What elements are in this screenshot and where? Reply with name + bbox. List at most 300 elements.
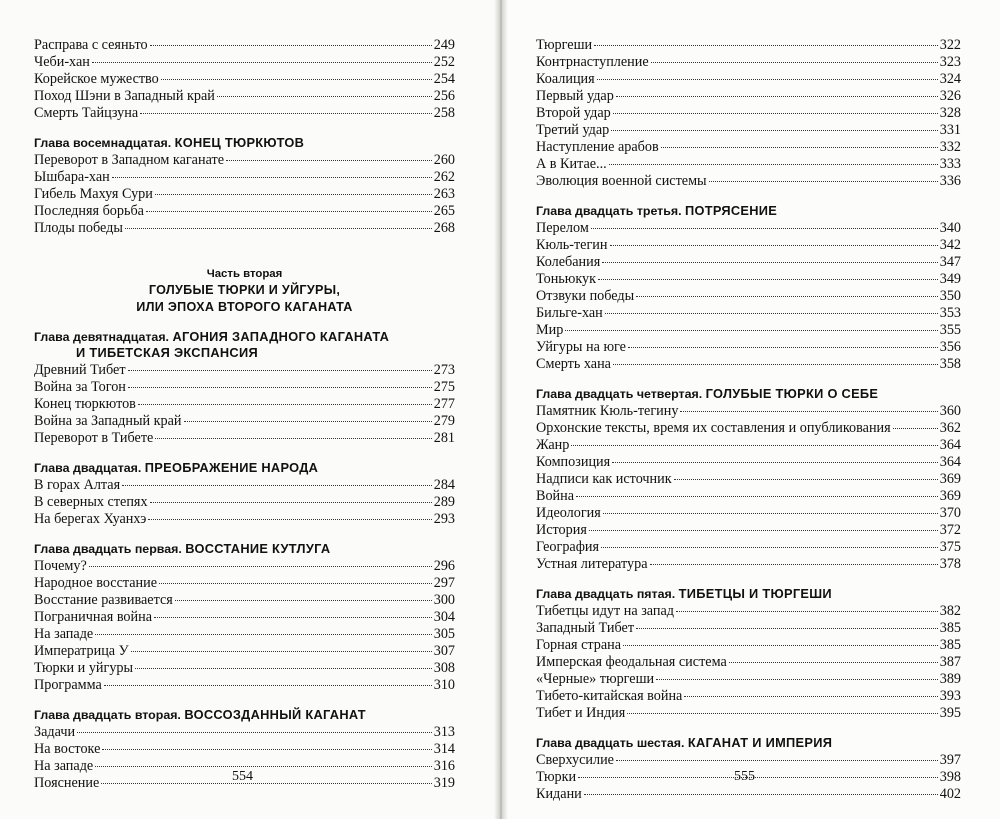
toc-page-number: 398 [939, 769, 961, 785]
toc-page-number: 387 [939, 654, 961, 670]
toc-entry [34, 379, 455, 396]
toc-page-number: 385 [939, 637, 961, 653]
chapter-title: КОНЕЦ ТЮРКЮТОВ [174, 135, 305, 150]
dot-leader [159, 582, 432, 584]
toc-entry [34, 413, 455, 430]
chapter-title-continued: И ТИБЕТСКАЯ ЭКСПАНСИЯ [76, 345, 258, 360]
toc-entry [536, 122, 961, 139]
toc-page-number: 284 [433, 477, 455, 493]
toc-page-number: 372 [939, 522, 961, 538]
dot-leader [684, 695, 937, 697]
toc-entry [536, 539, 961, 556]
toc-page-number: 300 [433, 592, 455, 608]
toc-entry [536, 454, 961, 471]
toc-entry-title: На востоке [34, 741, 101, 757]
dot-leader [656, 678, 938, 680]
toc-entry-title: Задачи [34, 724, 76, 740]
toc-entry-title: На западе [34, 626, 94, 642]
toc-entry-title: Конец тюркютов [34, 396, 136, 412]
chapter-label: Глава девятнадцатая. [34, 330, 169, 344]
chapter-heading [34, 707, 455, 723]
toc-entry [34, 677, 455, 694]
toc-page-number: 275 [433, 379, 455, 395]
toc-entry [34, 494, 455, 511]
toc-entry [536, 654, 961, 671]
toc-entry [34, 37, 455, 54]
dot-leader [102, 748, 431, 750]
toc-entry-title: На западе [34, 758, 94, 774]
chapter-title: ПОТРЯСЕНИЕ [685, 203, 778, 218]
dot-leader [584, 793, 938, 795]
toc-entry-title: Наступление арабов [536, 139, 659, 155]
toc-entry [536, 488, 961, 505]
dot-leader [651, 61, 938, 63]
toc-page-number: 395 [939, 705, 961, 721]
chapter-title: ГОЛУБЫЕ ТЮРКИ О СЕБЕ [705, 386, 879, 401]
toc-entry [536, 505, 961, 522]
toc-entry [34, 54, 455, 71]
toc-entry [34, 396, 455, 413]
dot-leader [674, 478, 938, 480]
toc-entry-title: Второй удар [536, 105, 611, 121]
dot-leader [893, 427, 938, 429]
toc-entry [34, 724, 455, 741]
toc-page-number: 331 [939, 122, 961, 138]
toc-entry-title: Бильге-хан [536, 305, 603, 321]
toc-entry-title: Западный Тибет [536, 620, 635, 636]
toc-entry-title: Почему? [34, 558, 87, 574]
toc-page-number: 378 [939, 556, 961, 572]
dot-leader [150, 501, 432, 503]
toc-entry [536, 173, 961, 190]
toc-entry-title: Устная литература [536, 556, 648, 572]
toc-entry [34, 558, 455, 575]
dot-leader [125, 227, 432, 229]
toc-page-number: 397 [939, 752, 961, 768]
toc-entry [536, 671, 961, 688]
dot-leader [95, 633, 432, 635]
toc-entry-title: «Черные» тюргеши [536, 671, 655, 687]
toc-entry-title: Древний Тибет [34, 362, 126, 378]
toc-page-number: 349 [939, 271, 961, 287]
toc-entry-title: Контрнаступление [536, 54, 649, 70]
toc-entry [34, 203, 455, 220]
toc-entry-title: География [536, 539, 600, 555]
toc-entry-title: Корейское мужество [34, 71, 159, 87]
chapter-label: Глава двадцать первая. [34, 542, 182, 556]
dot-leader [135, 667, 432, 669]
toc-page-number: 362 [939, 420, 961, 436]
toc-entry-title: Памятник Кюль-тегину [536, 403, 679, 419]
toc-entry-title: Колебания [536, 254, 601, 270]
toc-entry-title: Орхонские тексты, время их составления и опубликования [536, 420, 891, 436]
toc-entry-title: Тибето-китайская война [536, 688, 683, 704]
toc-entry-title: Надписи как источник [536, 471, 672, 487]
toc-page-number: 262 [433, 169, 455, 185]
toc-entry-title: Тоньюкук [536, 271, 597, 287]
toc-entry [536, 271, 961, 288]
toc-page-number: 254 [433, 71, 455, 87]
toc-page-number: 260 [433, 152, 455, 168]
toc-entry-title: Уйгуры на юге [536, 339, 626, 355]
dot-leader [146, 210, 432, 212]
dot-leader [155, 193, 432, 195]
right-toc-column [536, 37, 961, 803]
dot-leader [603, 512, 938, 514]
toc-entry [536, 220, 961, 237]
toc-page-number: 313 [433, 724, 455, 740]
dot-leader [148, 518, 431, 520]
chapter-label: Глава двадцать вторая. [34, 708, 181, 722]
toc-entry [536, 620, 961, 637]
toc-entry-title: Смерть хана [536, 356, 611, 372]
toc-entry-title: Поход Шэни в Западный край [34, 88, 215, 104]
chapter-label: Глава двадцать шестая. [536, 736, 685, 750]
toc-page-number: 307 [433, 643, 455, 659]
dot-leader [680, 410, 937, 412]
toc-entry [34, 152, 455, 169]
chapter-label: Глава двадцать четвертая. [536, 387, 703, 401]
toc-entry-title: Плоды победы [34, 220, 123, 236]
dot-leader [89, 565, 432, 567]
dot-leader [155, 437, 431, 439]
toc-entry [34, 741, 455, 758]
chapter-title: ВОССОЗДАННЫЙ КАГАНАТ [184, 707, 366, 722]
dot-leader [217, 95, 432, 97]
toc-page-number: 360 [939, 403, 961, 419]
toc-page-number: 305 [433, 626, 455, 642]
toc-page-number: 340 [939, 220, 961, 236]
toc-entry [536, 403, 961, 420]
dot-leader [175, 599, 432, 601]
toc-entry-title: А в Китае... [536, 156, 607, 172]
dot-leader [616, 95, 938, 97]
toc-entry [34, 362, 455, 379]
toc-entry-title: Чеби-хан [34, 54, 90, 70]
toc-page-number: 308 [433, 660, 455, 676]
dot-leader [138, 403, 432, 405]
toc-page-number: 310 [433, 677, 455, 693]
toc-page-number: 289 [433, 494, 455, 510]
toc-page-number: 364 [939, 437, 961, 453]
toc-page-number: 350 [939, 288, 961, 304]
toc-page-number: 322 [939, 37, 961, 53]
dot-leader [104, 684, 432, 686]
dot-leader [636, 627, 938, 629]
dot-leader [122, 484, 432, 486]
toc-entry-title: Третий удар [536, 122, 610, 138]
chapter-heading [536, 203, 961, 219]
chapter-title: ВОССТАНИЕ КУТЛУГА [185, 541, 331, 556]
toc-page-number: 265 [433, 203, 455, 219]
toc-entry-title: Последняя борьба [34, 203, 144, 219]
toc-entry [536, 156, 961, 173]
toc-page-number: 342 [939, 237, 961, 253]
toc-entry [34, 626, 455, 643]
toc-entry [536, 288, 961, 305]
toc-page-number: 268 [433, 220, 455, 236]
dot-leader [612, 461, 938, 463]
toc-entry-title: Переворот в Тибете [34, 430, 154, 446]
dot-leader [101, 782, 431, 784]
toc-page-number: 347 [939, 254, 961, 270]
dot-leader [610, 244, 938, 246]
toc-page-number: 297 [433, 575, 455, 591]
toc-entry [34, 660, 455, 677]
toc-entry-title: Имперская феодальная система [536, 654, 727, 670]
dot-leader [150, 44, 432, 46]
dot-leader [602, 261, 937, 263]
dot-leader [627, 712, 937, 714]
toc-page-number: 402 [939, 786, 961, 802]
toc-entry-title: Тюргеши [536, 37, 593, 53]
toc-page-number: 304 [433, 609, 455, 625]
dot-leader [571, 444, 937, 446]
dot-leader [591, 227, 938, 229]
toc-page-number: 273 [433, 362, 455, 378]
dot-leader [565, 329, 937, 331]
toc-entry [536, 105, 961, 122]
toc-entry [34, 477, 455, 494]
dot-leader [226, 159, 432, 161]
toc-entry [34, 105, 455, 122]
toc-entry [34, 71, 455, 88]
toc-entry-title: Коалиция [536, 71, 595, 87]
toc-page-number: 256 [433, 88, 455, 104]
toc-entry-title: Расправа с сеяньто [34, 37, 148, 53]
toc-entry-title: Восстание развивается [34, 592, 173, 608]
toc-entry-title: Первый удар [536, 88, 614, 104]
toc-page-number: 369 [939, 488, 961, 504]
toc-page-number: 323 [939, 54, 961, 70]
toc-entry-title: Тибет и Индия [536, 705, 626, 721]
dot-leader [589, 529, 938, 531]
dot-leader [601, 546, 938, 548]
dot-leader [661, 146, 938, 148]
chapter-label: Глава двадцать третья. [536, 204, 682, 218]
toc-entry-title: На берегах Хуанхэ [34, 511, 147, 527]
chapter-title: ПРЕОБРАЖЕНИЕ НАРОДА [144, 460, 319, 475]
toc-entry-title: Гибель Махуя Сури [34, 186, 153, 202]
toc-entry [536, 37, 961, 54]
dot-leader [729, 661, 938, 663]
toc-page-number: 319 [433, 775, 455, 791]
toc-page-number: 324 [939, 71, 961, 87]
dot-leader [609, 163, 938, 165]
toc-entry [536, 356, 961, 373]
part-label: Часть вторая [206, 268, 283, 280]
dot-leader [709, 180, 938, 182]
toc-entry [34, 186, 455, 203]
toc-entry [536, 71, 961, 88]
toc-page-number: 279 [433, 413, 455, 429]
toc-entry [34, 88, 455, 105]
toc-entry [536, 54, 961, 71]
chapter-heading [34, 135, 455, 151]
dot-leader [161, 78, 432, 80]
toc-entry-title: Отзвуки победы [536, 288, 635, 304]
toc-entry-title: Война [536, 488, 575, 504]
dot-leader [597, 78, 938, 80]
toc-page-number: 249 [433, 37, 455, 53]
toc-entry-title: Эволюция военной системы [536, 173, 707, 189]
toc-entry [536, 603, 961, 620]
toc-entry [536, 339, 961, 356]
book-gutter [494, 0, 508, 819]
dot-leader [131, 650, 432, 652]
chapter-label: Глава восемнадцатая. [34, 136, 172, 150]
toc-page-number: 263 [433, 186, 455, 202]
toc-entry [34, 592, 455, 609]
toc-entry-title: Пограничная война [34, 609, 153, 625]
toc-entry [536, 437, 961, 454]
dot-leader [676, 610, 938, 612]
toc-entry [34, 220, 455, 237]
chapter-title: АГОНИЯ ЗАПАДНОГО КАГАНАТА [172, 329, 390, 344]
toc-entry [536, 471, 961, 488]
toc-entry [536, 688, 961, 705]
toc-page-number: 328 [939, 105, 961, 121]
toc-entry [34, 430, 455, 447]
toc-page-number: 355 [939, 322, 961, 338]
toc-entry-title: Перелом [536, 220, 589, 236]
toc-page-number: 332 [939, 139, 961, 155]
toc-entry [34, 643, 455, 660]
dot-leader [128, 386, 432, 388]
chapter-heading [34, 329, 455, 361]
dot-leader [77, 731, 432, 733]
toc-page-number: 333 [939, 156, 961, 172]
dot-leader [578, 776, 938, 778]
toc-entry-title: Тюрки [536, 769, 577, 785]
toc-page-number: 281 [433, 430, 455, 446]
chapter-title: ТИБЕТЦЫ И ТЮРГЕШИ [678, 586, 832, 601]
dot-leader [611, 129, 937, 131]
toc-page-number: 370 [939, 505, 961, 521]
chapter-heading [536, 735, 961, 751]
toc-page-number: 326 [939, 88, 961, 104]
toc-entry-title: Программа [34, 677, 102, 693]
toc-page-number: 393 [939, 688, 961, 704]
chapter-heading [536, 386, 961, 402]
left-page-number: 554 [232, 769, 253, 784]
dot-leader [628, 346, 938, 348]
dot-leader [636, 295, 938, 297]
left-page [0, 0, 499, 819]
dot-leader [154, 616, 432, 618]
toc-page-number: 258 [433, 105, 455, 121]
toc-page-number: 353 [939, 305, 961, 321]
chapter-heading [536, 586, 961, 602]
toc-page-number: 382 [939, 603, 961, 619]
toc-entry [536, 705, 961, 722]
dot-leader [95, 765, 432, 767]
toc-entry-title: Жанр [536, 437, 570, 453]
chapter-label: Глава двадцатая. [34, 461, 142, 475]
toc-entry [536, 556, 961, 573]
toc-entry [536, 322, 961, 339]
toc-entry [536, 254, 961, 271]
dot-leader [598, 278, 938, 280]
chapter-label: Глава двадцать пятая. [536, 587, 676, 601]
toc-page-number: 314 [433, 741, 455, 757]
dot-leader [650, 563, 938, 565]
chapter-title: КАГАНАТ И ИМПЕРИЯ [687, 735, 833, 750]
dot-leader [623, 644, 938, 646]
toc-entry-title: Ышбара-хан [34, 169, 110, 185]
toc-page-number: 389 [939, 671, 961, 687]
toc-entry-title: Сверхусилие [536, 752, 614, 768]
toc-page-number: 356 [939, 339, 961, 355]
toc-page-number: 375 [939, 539, 961, 555]
dot-leader [128, 369, 432, 371]
right-page [501, 0, 1000, 819]
toc-entry-title: Народное восстание [34, 575, 158, 591]
chapter-heading [34, 541, 455, 557]
toc-entry [536, 139, 961, 156]
part-heading [34, 266, 455, 316]
toc-entry [536, 637, 961, 654]
part-title-line: ГОЛУБЫЕ ТЮРКИ И УЙГУРЫ, [148, 283, 341, 297]
toc-entry [536, 786, 961, 803]
toc-page-number: 369 [939, 471, 961, 487]
toc-page-number: 277 [433, 396, 455, 412]
toc-entry [536, 522, 961, 539]
toc-page-number: 293 [433, 511, 455, 527]
toc-entry [34, 511, 455, 528]
toc-page-number: 316 [433, 758, 455, 774]
toc-entry-title: Императрица У [34, 643, 129, 659]
dot-leader [576, 495, 938, 497]
toc-entry [536, 237, 961, 254]
toc-entry [536, 88, 961, 105]
toc-page-number: 385 [939, 620, 961, 636]
dot-leader [140, 112, 432, 114]
toc-page-number: 364 [939, 454, 961, 470]
toc-entry [536, 752, 961, 769]
dot-leader [613, 112, 938, 114]
toc-entry-title: Война за Тогон [34, 379, 126, 395]
toc-entry-title: Переворот в Западном каганате [34, 152, 224, 168]
toc-entry-title: Мир [536, 322, 564, 338]
dot-leader [112, 176, 432, 178]
toc-entry-title: Кюль-тегин [536, 237, 608, 253]
toc-entry-title: История [536, 522, 587, 538]
toc-page-number: 358 [939, 356, 961, 372]
toc-entry-title: Идеология [536, 505, 601, 521]
toc-page-number: 296 [433, 558, 455, 574]
toc-entry [34, 609, 455, 626]
toc-page-number: 252 [433, 54, 455, 70]
dot-leader [613, 363, 938, 365]
toc-entry [536, 420, 961, 437]
dot-leader [594, 44, 938, 46]
dot-leader [605, 312, 938, 314]
toc-page-number: 336 [939, 173, 961, 189]
toc-entry [34, 575, 455, 592]
right-page-number: 555 [734, 769, 755, 784]
toc-entry-title: Война за Западный край [34, 413, 182, 429]
part-title-line: ИЛИ ЭПОХА ВТОРОГО КАГАНАТА [136, 300, 353, 314]
toc-entry [536, 305, 961, 322]
toc-entry [34, 169, 455, 186]
toc-entry-title: Кидани [536, 786, 582, 802]
left-toc-column [34, 37, 455, 792]
toc-entry-title: Тюрки и уйгуры [34, 660, 134, 676]
chapter-heading [34, 460, 455, 476]
toc-entry-title: В северных степях [34, 494, 148, 510]
dot-leader [184, 420, 432, 422]
